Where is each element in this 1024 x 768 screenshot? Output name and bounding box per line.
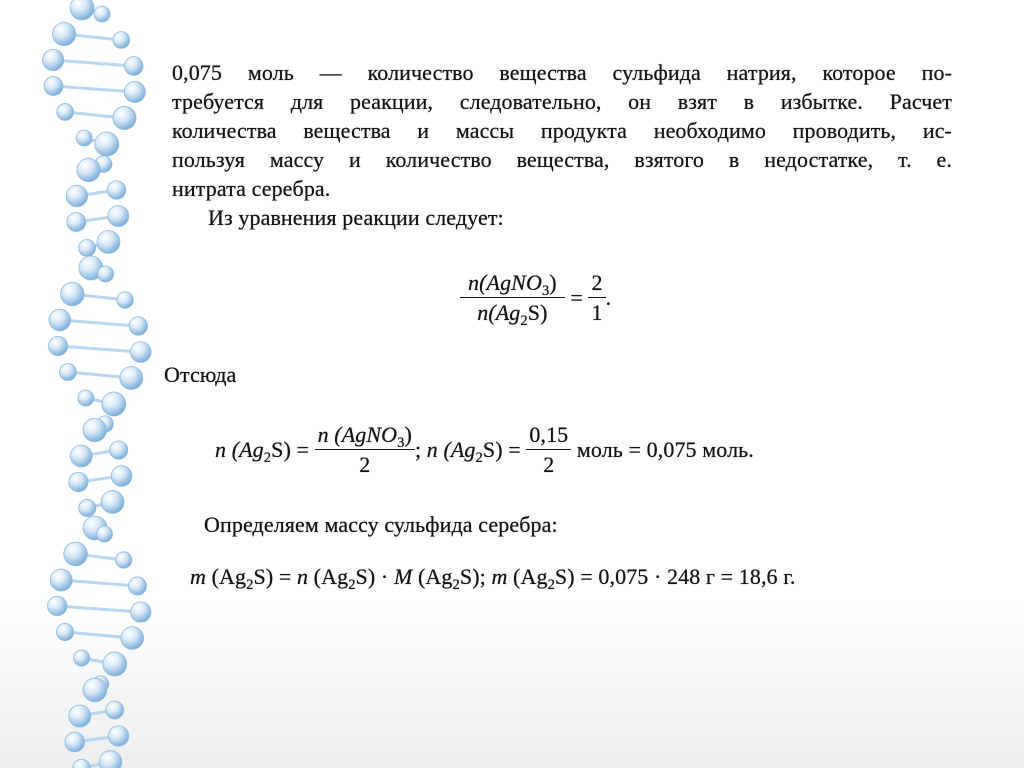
helix-bead	[64, 542, 88, 566]
equation-text: )	[549, 270, 557, 295]
subscript: 3	[397, 435, 405, 452]
helix-bead	[103, 652, 127, 676]
equation-text: (Ag	[308, 564, 349, 589]
equation-text: S)	[527, 300, 548, 325]
subscript: 2	[520, 313, 528, 330]
helix-bead	[102, 392, 126, 416]
helix-bead	[129, 317, 147, 335]
equation-amount	[215, 420, 754, 479]
equation-text: m	[190, 564, 206, 589]
helix-bead	[98, 266, 114, 282]
equation-text: 2	[359, 452, 371, 477]
equation-text: ;	[414, 437, 422, 462]
helix-bead	[111, 466, 132, 487]
paragraph-text	[172, 58, 952, 232]
helix-bead	[79, 499, 96, 516]
helix-bead	[130, 342, 151, 363]
fraction-amount	[315, 420, 415, 479]
fraction-ratio	[460, 268, 565, 330]
equation-text: )	[404, 422, 412, 447]
helix-bead	[74, 650, 90, 666]
helix-rod	[57, 606, 141, 612]
equation-text: моль = 0,075 моль.	[576, 437, 754, 462]
helix-bead	[115, 552, 131, 568]
helix-bead	[56, 623, 73, 640]
fraction-value	[588, 268, 605, 327]
helix-bead	[73, 759, 90, 768]
equation-text: (Ag	[206, 564, 247, 589]
equation-mass	[190, 562, 796, 594]
helix-bead	[107, 181, 126, 200]
helix-bead	[128, 577, 146, 595]
paragraph-line: требуется для реакции, следовательно, он взят в избытке. Расчет	[172, 89, 952, 114]
equation-text: S);	[459, 564, 492, 589]
subscript: 3	[541, 283, 550, 300]
helix-rod	[53, 86, 134, 92]
helix-bead	[77, 158, 100, 181]
helix-rod	[53, 60, 134, 66]
helix-bead	[99, 751, 122, 768]
equation-text: M	[393, 564, 413, 589]
subscript: 2	[475, 450, 483, 467]
equation-text: S) =	[271, 437, 309, 462]
helix-bead	[117, 292, 134, 309]
equation-text: (Ag	[412, 564, 453, 589]
equation-text: 2	[543, 452, 555, 477]
equation-text: S) ·	[355, 564, 394, 589]
equation-text: S) =	[482, 437, 521, 462]
helix-bead	[59, 363, 76, 380]
helix-bead	[69, 705, 91, 727]
helix-bead	[83, 418, 107, 442]
helix-bead	[108, 726, 128, 746]
helix-bead	[101, 491, 124, 514]
helix-bead	[124, 57, 143, 76]
equation-text: 1	[591, 300, 603, 325]
slide-content	[150, 48, 970, 648]
paragraph-line: количества вещества и массы продукта необходимо проводить, ис-	[172, 118, 952, 143]
equation-text: n (Ag	[215, 437, 264, 462]
helix-bead	[108, 206, 129, 227]
equation-ratio: $\frac{n(AgNO_3)}{n(Ag_2S)}$ = $\frac{2}{1}$ .	[460, 268, 611, 327]
subscript: 2	[452, 577, 460, 594]
helix-bead	[79, 240, 96, 257]
helix-bead	[110, 441, 128, 459]
helix-bead	[106, 701, 124, 719]
helix-rod	[61, 580, 137, 586]
helix-bead	[61, 282, 84, 305]
helix-bead	[57, 104, 74, 121]
fraction-numeric	[526, 420, 571, 479]
helix-bead	[76, 130, 92, 146]
helix-bead	[113, 106, 136, 129]
helix-bead	[50, 569, 72, 591]
helix-bead	[121, 627, 144, 650]
equation-text: n	[296, 564, 309, 589]
helix-rod	[60, 320, 139, 326]
equation-text: 2	[588, 268, 605, 298]
equation-text: n (AgNO	[317, 422, 398, 447]
helix-bead	[44, 77, 63, 96]
paragraph-line: 0,075 моль — количество вещества сульфида натрия, которое по-	[172, 60, 952, 85]
helix-bead	[96, 526, 112, 542]
helix-bead	[113, 32, 130, 49]
equation-text: S) =	[253, 564, 297, 589]
equation-text: 0,15	[526, 420, 571, 450]
helix-bead	[48, 596, 68, 616]
equation-text: S) = 0,075 · 248 г = 18,6 г.	[554, 564, 796, 589]
helix-bead	[94, 6, 110, 22]
helix-bead	[43, 49, 64, 70]
mass-intro-line: Определяем массу сульфида серебра:	[204, 512, 558, 537]
helix-bead	[49, 309, 71, 331]
helix-rod	[58, 346, 141, 352]
helix-bead	[48, 336, 67, 355]
helix-bead	[131, 602, 151, 622]
equation-text: m	[491, 564, 508, 589]
helix-bead	[65, 732, 85, 752]
equation-text: .	[605, 285, 612, 310]
helix-bead	[70, 0, 94, 20]
equation-text: (Ag	[507, 564, 548, 589]
subscript: 2	[246, 577, 254, 594]
helix-bead	[95, 132, 119, 156]
hence-label: Отсюда	[164, 362, 237, 387]
equation-text: n(AgNO	[468, 270, 542, 295]
subscript: 2	[547, 577, 555, 594]
paragraph-line: нитрата серебра.	[172, 176, 331, 201]
helix-bead	[67, 212, 86, 231]
helix-bead	[124, 81, 145, 102]
helix-bead	[78, 390, 94, 406]
subscript: 2	[263, 450, 272, 467]
paragraph-line: пользуя массу и количество вещества, взятого в недостатке, т. е.	[172, 147, 952, 172]
helix-bead	[69, 472, 88, 491]
helix-bead	[52, 22, 75, 45]
helix-bead	[120, 367, 143, 390]
equation-text: n(Ag	[477, 300, 521, 325]
equation-text: n (Ag	[426, 437, 476, 462]
helix-bead	[70, 445, 92, 467]
helix-bead	[97, 230, 120, 253]
subscript: 2	[348, 577, 356, 594]
helix-bead	[66, 185, 87, 206]
helix-bead	[83, 678, 107, 702]
intro-line: Из уравнения реакции следует:	[208, 205, 504, 230]
